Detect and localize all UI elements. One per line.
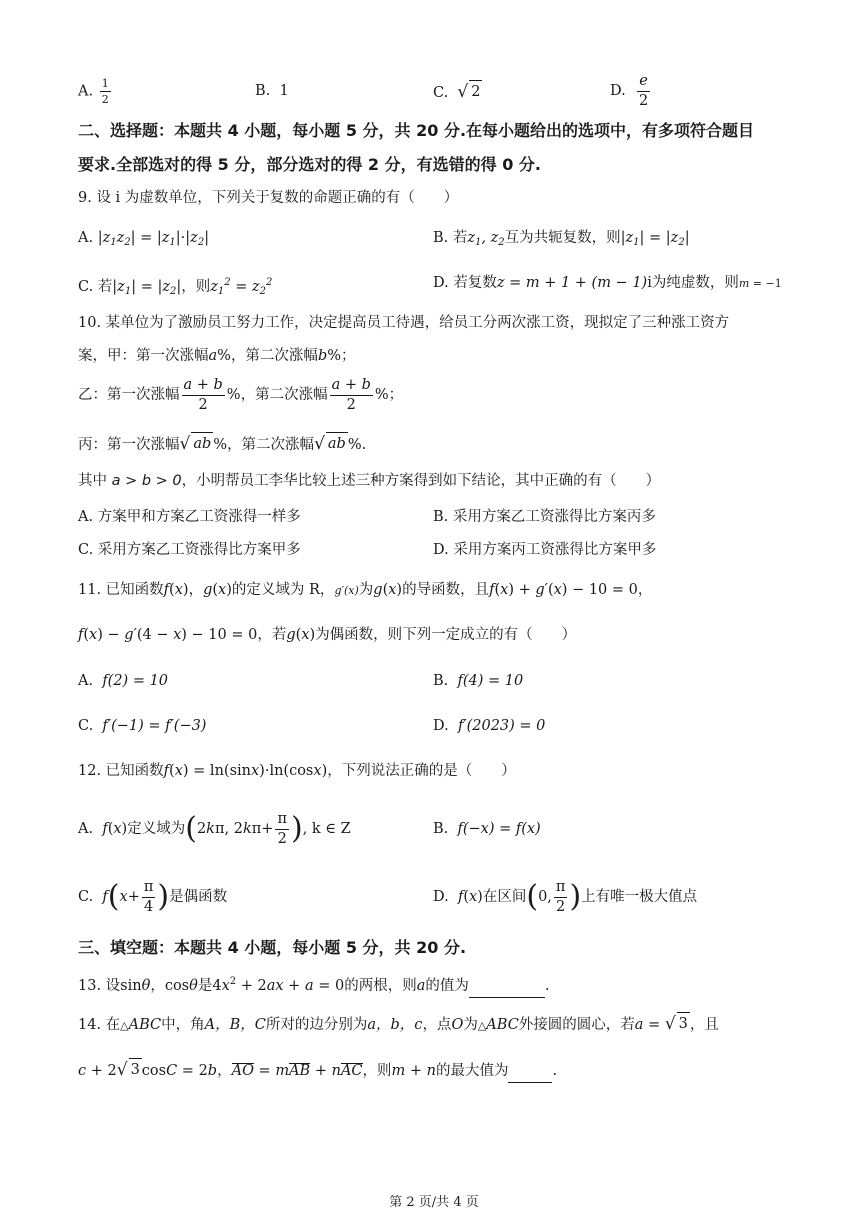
q11-option-b: B. f(4) = 10 <box>433 673 524 689</box>
q9-option-b: B. 若$z_1$, $z_2$互为共轭复数，则$|z_1| = |z_2|$ <box>433 230 690 248</box>
q10-plan-bing: 丙：第一次涨幅 √ ab %，第二次涨幅 √ ab %. <box>78 434 367 454</box>
q11-option-d: D. f′(2023) = 0 <box>433 718 546 734</box>
q8-option-a: A. $\frac{1}{2}$ <box>78 77 109 106</box>
fraction: $\frac{e}{2}$ <box>638 73 649 109</box>
q9-option-c: C. 若$|z_1| = |z_2|$，则$z_1^2 = z_2^2$ <box>78 277 273 297</box>
q8-option-d: D. $\frac{e}{2}$ <box>610 73 649 109</box>
q10-option-a: A. 方案甲和方案乙工资涨得一样多 <box>78 509 301 525</box>
fraction: $\frac{1}{2}$ <box>101 77 109 106</box>
section-2-heading: 二、选择题：本题共 4 小题，每小题 5 分，共 20 分.在每小题给出的选项中，有多项符合题目 <box>78 121 755 140</box>
q12-option-d: D. f(x)在区间(0, $\frac{\pi}{2}$ )上有唯一极大值点 <box>433 879 698 915</box>
q12-option-c: C. f(x+ $\frac{\pi}{4}$ )是偶函数 <box>78 879 228 915</box>
q14-stem: 14. 在△ABC中，角A，B，C所对的边分别为a，b，c，点O为△ABC外接圆的圆心，若a = √ 3 ，且 <box>78 1014 719 1034</box>
q10-stem: 10. 某单位为了激励员工努力工作，决定提高员工待遇，给员工分两次涨工资，现拟定了三种涨工资方 <box>78 315 730 331</box>
q9-stem: 9. 设 i 为虚数单位，下列关于复数的命题正确的有（ ） <box>78 190 459 206</box>
q8-option-b: B. 1 <box>255 83 289 99</box>
q11-stem: 11. 已知函数f(x)，g(x)的定义域为 R，g′(x)为g(x)的导函数，且f(x) + g′(x) − 10 = 0， <box>78 582 653 598</box>
page-footer: 第 2 页/共 4 页 <box>389 1195 479 1210</box>
q14-stem-cont: c + 2 √ 3 cosC = 2b，AO = mAB + nAC，则m + n的最大值为 . <box>78 1058 557 1083</box>
q10-plan-jia: 案，甲：第一次涨幅a%，第二次涨幅b%； <box>78 348 356 364</box>
q12-option-b: B. f(−x) = f(x) <box>433 821 541 837</box>
section-2-heading-cont: 要求.全部选对的得 5 分，部分选对的得 2 分，有选错的得 0 分. <box>78 155 541 174</box>
q10-option-c: C. 采用方案乙工资涨得比方案甲多 <box>78 542 301 558</box>
q11-option-a: A. f(2) = 10 <box>78 673 169 689</box>
q10-plan-yi: 乙：第一次涨幅 $\frac{a + b}{2}$ %，第二次涨幅 $\frac{a + b}{2}$ %； <box>78 377 404 413</box>
q9-option-d: D. 若复数z = m + 1 + (m − 1)i为纯虚数，则m = −1 <box>433 275 782 291</box>
q11-option-c: C. f′(−1) = f′(−3) <box>78 718 207 734</box>
q8-option-c: C. √ 2 <box>433 82 481 102</box>
q13-stem: 13. 设sinθ，cosθ是$4x^2 + 2ax + a = 0$的两根，则a的值为 . <box>78 971 549 998</box>
q11-stem-cont: f(x) − g′(4 − x) − 10 = 0，若g(x)为偶函数，则下列一定成立的有（ ） <box>78 627 577 643</box>
q10-condition: 其中 a > b > 0，小明帮员工李华比较上述三种方案得到如下结论，其中正确的有（ ） <box>78 473 661 489</box>
q12-option-a: A. f(x)定义域为(2kπ, 2kπ+ $\frac{\pi}{2}$ ), k ∈ Z <box>78 811 351 847</box>
q9-option-a: A. $|z_1z_2| = |z_1|\cdot|z_2|$ <box>78 230 210 248</box>
q10-option-d: D. 采用方案丙工资涨得比方案甲多 <box>433 542 657 558</box>
q10-option-b: B. 采用方案乙工资涨得比方案丙多 <box>433 509 656 525</box>
q12-stem: 12. 已知函数f(x) = ln(sinx)·ln(cosx)，下列说法正确的是（ ） <box>78 763 516 779</box>
section-3-heading: 三、填空题：本题共 4 小题，每小题 5 分，共 20 分. <box>78 938 467 957</box>
